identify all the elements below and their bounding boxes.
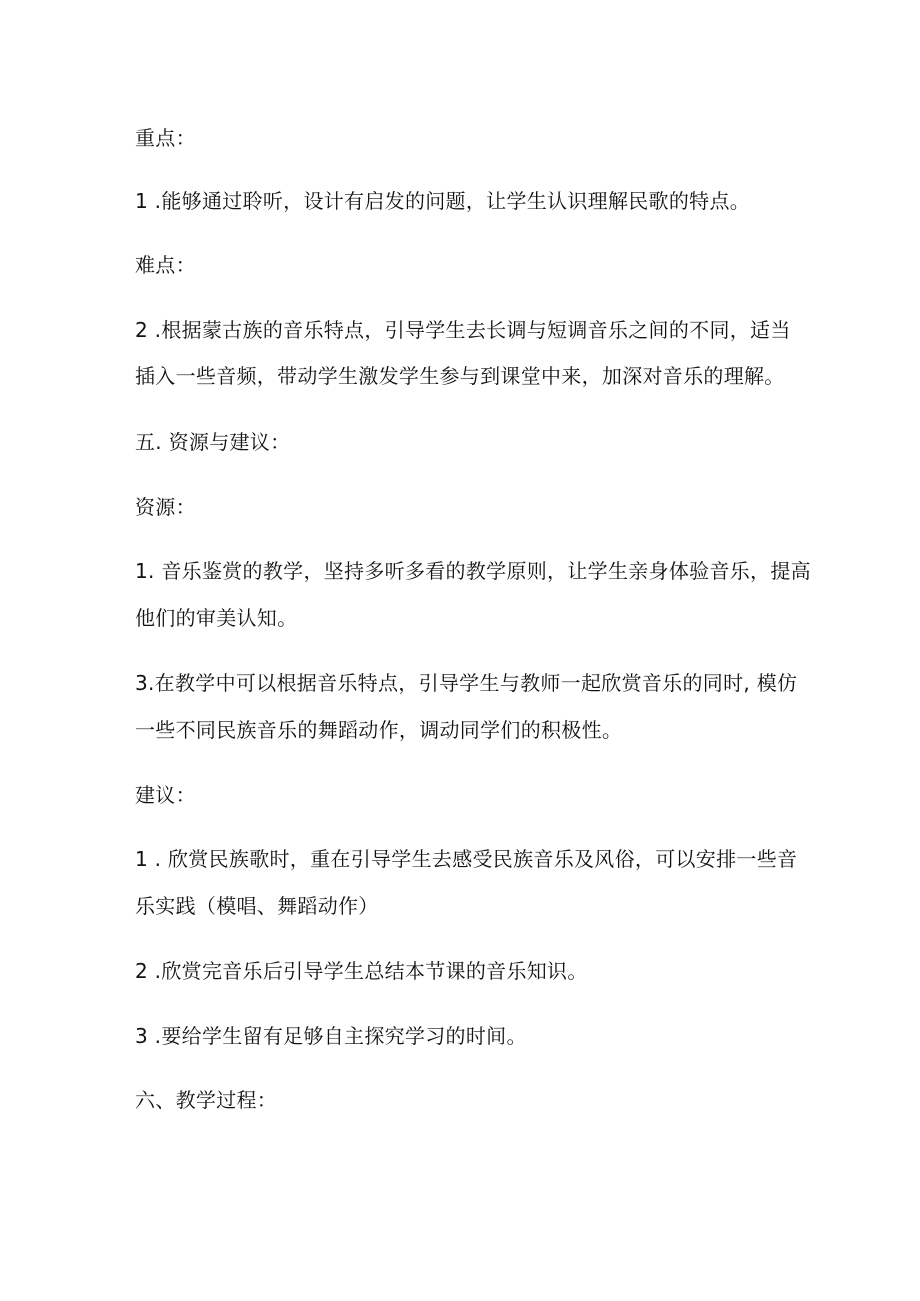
resource-item-1-line-1: 1. 音乐鉴赏的教学，坚持多听多看的教学原则，让学生亲身体验音乐，提高 bbox=[135, 559, 811, 583]
suggestion-item-3: 3 .要给学生留有足够自主探究学习的时间。 bbox=[135, 1024, 527, 1048]
resource-item-3-line-2: 一些不同民族音乐的舞蹈动作，调动同学们的积极性。 bbox=[135, 718, 623, 742]
key-point-item-1: 1 .能够通过聆听，设计有启发的问题，让学生认识理解民歌的特点。 bbox=[135, 189, 751, 213]
heading-difficult-points: 难点： bbox=[135, 253, 196, 277]
section-heading-resources-suggestions: 五. 资源与建议： bbox=[135, 430, 291, 454]
suggestion-item-1-line-2: 乐实践（模唱、舞蹈动作） bbox=[135, 894, 379, 918]
difficult-point-item-2-line-2: 插入一些音频，带动学生激发学生参与到课堂中来，加深对音乐的理解。 bbox=[135, 364, 785, 388]
heading-resources: 资源： bbox=[135, 495, 196, 519]
heading-suggestions: 建议： bbox=[135, 783, 196, 807]
suggestion-item-2: 2 .欣赏完音乐后引导学生总结本节课的音乐知识。 bbox=[135, 959, 588, 983]
section-heading-teaching-process: 六、教学过程： bbox=[135, 1088, 278, 1112]
difficult-point-item-2-line-1: 2 .根据蒙古族的音乐特点，引导学生去长调与短调音乐之间的不同，适当 bbox=[135, 318, 791, 342]
suggestion-item-1-line-1: 1 . 欣赏民族歌时，重在引导学生去感受民族音乐及风俗，可以安排一些音 bbox=[135, 847, 798, 871]
resource-item-3-line-1: 3.在教学中可以根据音乐特点，引导学生与教师一起欣赏音乐的同时, 模仿 bbox=[135, 671, 798, 695]
heading-key-points: 重点： bbox=[135, 126, 196, 150]
resource-item-1-line-2: 他们的审美认知。 bbox=[135, 606, 298, 630]
